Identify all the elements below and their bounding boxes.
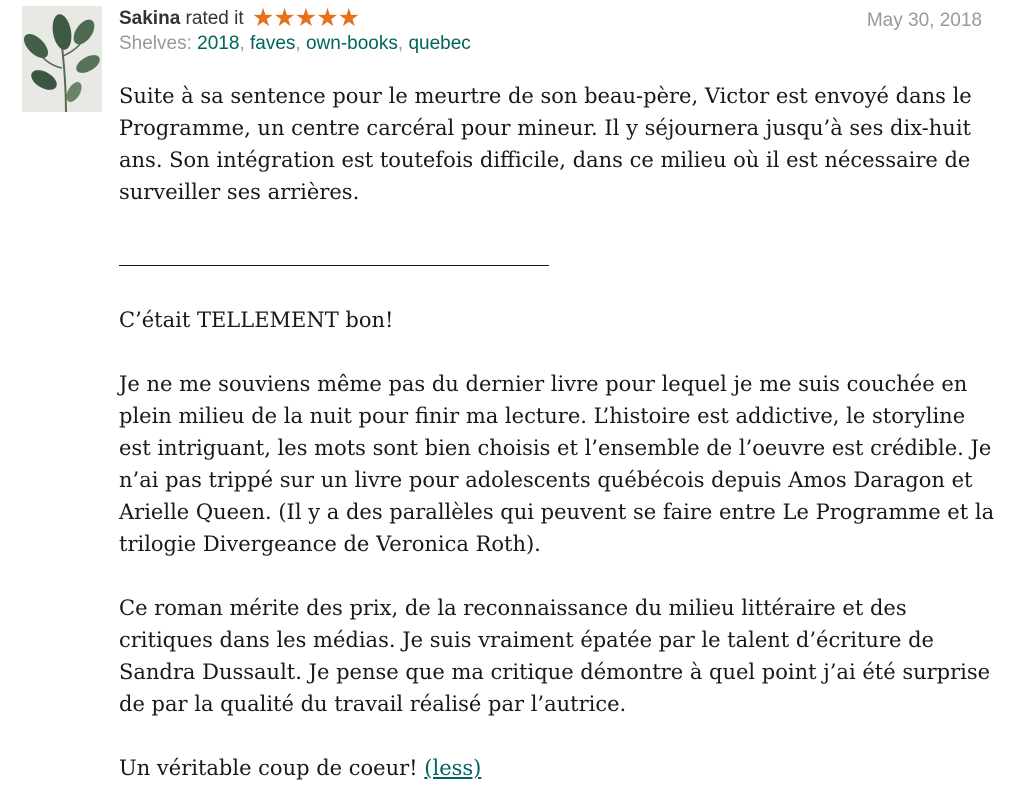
star-icon: ★	[294, 4, 317, 32]
shelf-separator: ,	[397, 33, 404, 54]
review-closing: Un véritable coup de coeur!	[119, 756, 418, 780]
review-date-link[interactable]: May 30, 2018	[866, 10, 982, 31]
separator-line	[119, 240, 549, 272]
star-icon: ★	[316, 4, 338, 32]
shelf-link-faves[interactable]: faves	[250, 33, 296, 54]
star-rating	[252, 6, 359, 30]
shelves-label: Shelves:	[119, 33, 192, 54]
star-icon: ★	[251, 4, 274, 32]
shelf-separator: ,	[239, 33, 245, 54]
star-icon: ★	[273, 4, 295, 32]
review-closing-line	[119, 752, 999, 784]
shelf-link-own-books[interactable]: own-books	[305, 33, 398, 54]
review-header	[119, 6, 984, 56]
shelf-separator: ,	[295, 33, 301, 54]
avatar[interactable]	[22, 6, 102, 112]
shelf-link-2018[interactable]: 2018	[197, 33, 240, 54]
review-paragraph-1: Je ne me souviens même pas du dernier livre pour lequel je me suis couchée en plein milieu de la nuit pour finir ma lecture. L’histoire est addictive, le storyline est intriguant, les mots sont bien choisis et l’ensemble de l’oeuvre est crédible. Je n’ai pas trippé sur un livre pour adolescents québécois depuis Amos Daragon et Arielle Queen. (Il y a des parallèles qui peuvent se faire entre Le Programme et la trilogie Divergeance de Veronica Roth).	[119, 372, 995, 556]
shelf-link-quebec[interactable]: quebec	[408, 33, 471, 54]
review-body	[119, 80, 999, 784]
plant-photo-avatar-icon	[22, 6, 102, 112]
review-summary: Suite à sa sentence pour le meurtre de son beau-père, Victor est envoyé dans le Programme, un centre carcéral pour mineur. Il y séjournera jusqu’à ses dix-huit ans. Son intégration est toutefois difficile, dans ce milieu où il est nécessaire de surveiller ses arrières.	[119, 84, 972, 204]
rated-it-label: rated it	[185, 8, 244, 29]
review-paragraph-2: Ce roman mérite des prix, de la reconnaissance du milieu littéraire et des critiques dans les médias. Je suis vraiment épatée par le talent d’écriture de Sandra Dussault. Je pense que ma critique démontre à quel point j’ai été surprise de par la qualité du travail réalisé par l’autrice.	[119, 596, 991, 716]
shelves-line	[119, 32, 984, 56]
reviewer-name-link[interactable]: Sakina	[119, 8, 181, 29]
rating-line	[119, 6, 984, 32]
review-exclaim: C’était TELLEMENT bon!	[119, 308, 394, 332]
star-icon: ★	[337, 4, 360, 32]
less-link[interactable]: (less)	[424, 756, 482, 780]
